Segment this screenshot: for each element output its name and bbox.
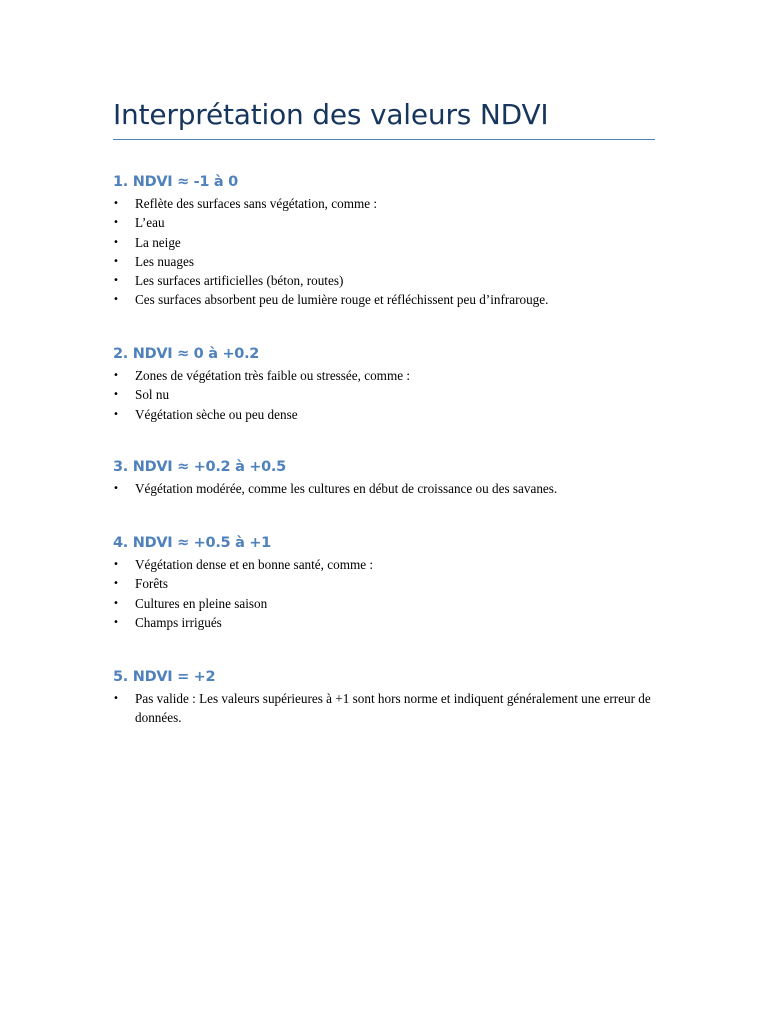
bullet-icon: • [113,578,119,590]
list-item [113,613,658,632]
list-item-text: Forêts [135,576,168,592]
list-item-text: Cultures en pleine saison [135,595,268,611]
list-item [113,233,658,252]
bullet-icon: • [113,408,119,420]
bullet-icon: • [113,483,119,494]
bullet-icon: • [113,255,119,267]
list-item-text: Les surfaces artificielles (béton, routes) [135,273,344,289]
list-item [113,213,658,232]
section-ndvi-dense [113,533,658,632]
bullet-list [113,366,658,424]
section-heading: 2. NDVI ≈ 0 à +0.2 [113,346,260,362]
bullet-icon: • [113,389,119,401]
bullet-list [113,479,658,498]
bullet-list [113,555,658,632]
list-item [113,689,658,728]
page-title: Interprétation des valeurs NDVI [113,98,549,131]
list-item-text: L’eau [135,215,165,231]
list-item [113,252,658,271]
section-ndvi-invalid [113,667,658,728]
list-item-text: Champs irrigués [135,614,222,630]
bullet-icon: • [113,236,119,248]
bullet-icon: • [113,198,119,209]
bullet-icon: • [113,370,119,381]
bullet-icon: • [113,597,119,609]
list-item [113,594,658,613]
list-item [113,366,658,385]
bullet-icon: • [113,275,119,287]
section-heading: 5. NDVI = +2 [113,669,216,685]
list-item-text: La neige [135,234,181,250]
list-item [113,555,658,574]
section-heading: 3. NDVI ≈ +0.2 à +0.5 [113,459,286,475]
section-ndvi-low [113,344,658,424]
list-item-text: Sol nu [135,387,170,403]
bullet-list [113,194,658,310]
list-item-text: Zones de végétation très faible ou stressée, comme : [135,368,411,383]
list-item-text: Pas valide : Les valeurs supérieures à +1 sont hors norme et indiquent généralement une erreur de données. [135,691,651,726]
list-item [113,194,658,213]
bullet-list [113,689,658,728]
section-heading: 1. NDVI ≈ -1 à 0 [113,174,238,190]
list-item-text: Végétation modérée, comme les cultures en début de croissance ou des savanes. [135,481,558,496]
title-underline [113,139,655,140]
bullet-icon: • [113,616,119,628]
list-item-text: Végétation sèche ou peu dense [135,406,298,422]
section-heading: 4. NDVI ≈ +0.5 à +1 [113,535,271,551]
list-item [113,574,658,593]
bullet-icon: • [113,559,119,570]
list-item-text: Reflète des surfaces sans végétation, comme : [135,196,378,211]
list-item-text: Ces surfaces absorbent peu de lumière rouge et réfléchissent peu d’infrarouge. [135,292,549,308]
list-item [113,271,658,290]
bullet-icon: • [113,217,119,229]
list-item [113,405,658,424]
list-item [113,479,658,498]
section-ndvi-negative [113,172,658,310]
bullet-icon: • [113,294,119,306]
list-item [113,290,658,309]
bullet-icon: • [113,693,119,704]
section-ndvi-moderate [113,457,658,498]
list-item-text: Les nuages [135,253,194,269]
list-item-text: Végétation dense et en bonne santé, comme : [135,557,374,572]
list-item [113,385,658,404]
